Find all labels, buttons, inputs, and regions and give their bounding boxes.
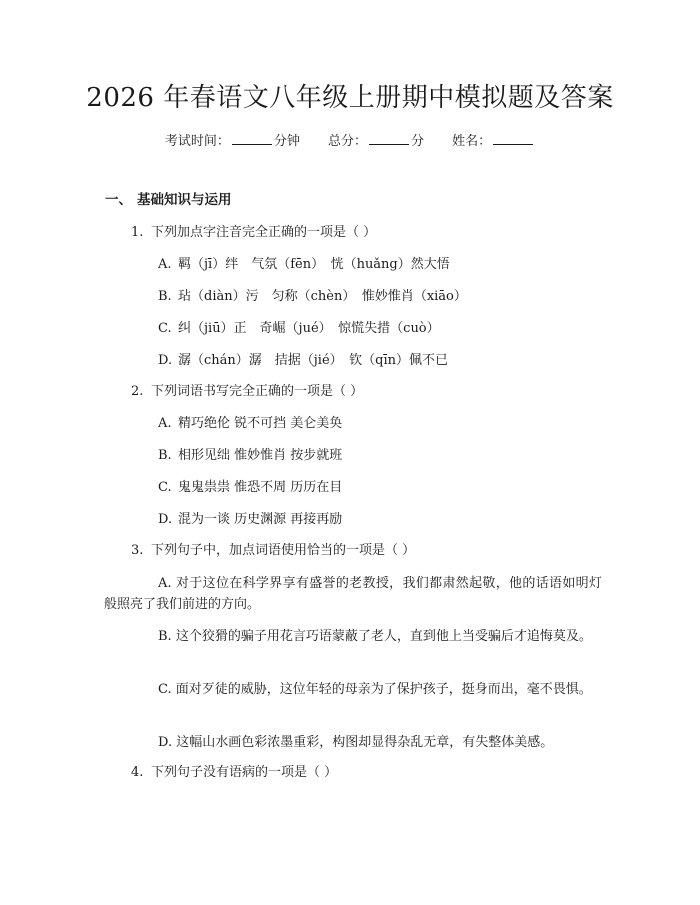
exam-time-field: [165, 131, 300, 152]
question-text: 下列句子中，加点词语使用恰当的一项是（ ）: [151, 543, 416, 558]
exam-time-label: 考试时间：: [164, 134, 230, 149]
question-3-option-d: D. 这幅山水画色彩浓墨重彩，构图却显得杂乱无章，有失整体美感。: [158, 735, 554, 750]
total-score-label: 总分：: [327, 134, 367, 149]
section-heading: [105, 190, 232, 210]
question-4-stem: [131, 763, 337, 783]
option-text: 玷（diàn）污 匀称（chèn） 惟妙惟肖（xiāo）: [178, 289, 467, 304]
option-letter: A.: [158, 257, 172, 272]
question-text: 下列词语书写完全正确的一项是（ ）: [151, 384, 364, 399]
question-3-option-a: A. 对于这位在科学界享有盛誉的老教授，我们都肃然起敬，他的话语如明灯般照亮了我们前进的方向。: [104, 576, 602, 612]
option-letter: C.: [158, 480, 172, 495]
total-score-unit: 分: [411, 134, 425, 149]
question-3-stem: [131, 541, 415, 561]
question-2-option-d: [158, 510, 342, 530]
question-2-option-b: [158, 446, 342, 466]
option-letter: C.: [158, 321, 172, 336]
exam-time-blank: [232, 131, 272, 145]
total-score-blank: [369, 131, 409, 145]
student-name-field: [452, 131, 535, 152]
student-name-blank: [493, 131, 533, 145]
question-number: 4.: [131, 765, 144, 780]
question-1-stem: [131, 223, 376, 243]
question-3-option-b: B. 这个狡猾的骗子用花言巧语蒙蔽了老人，直到他上当受骗后才追悔莫及。: [158, 629, 592, 644]
option-letter: B.: [158, 289, 172, 304]
student-name-label: 姓名：: [452, 134, 492, 149]
option-letter: D.: [158, 353, 173, 368]
exam-info-line: [0, 131, 700, 152]
option-letter: A.: [158, 416, 172, 431]
option-letter: D.: [158, 512, 173, 527]
option-text: 鬼鬼祟祟 惟恐不周 历历在目: [178, 480, 343, 495]
option-letter: B.: [158, 448, 172, 463]
question-2-stem: [131, 382, 363, 402]
question-1-option-a: [158, 255, 450, 275]
question-3-option-c: C. 面对歹徒的威胁，这位年轻的母亲为了保护孩子，挺身而出，毫不畏惧。: [158, 682, 592, 697]
total-score-field: [328, 131, 424, 152]
option-text: 相形见绌 惟妙惟肖 按步就班: [178, 448, 343, 463]
exam-time-unit: 分钟: [273, 134, 300, 149]
option-text: 精巧绝伦 锐不可挡 美仑美奂: [178, 416, 343, 431]
section-title: 基础知识与运用: [137, 192, 232, 208]
option-text: 混为一谈 历史渊源 再接再励: [178, 512, 343, 527]
question-1-option-d: [158, 351, 448, 371]
option-text: 潺（chán）潺 拮据（jié） 钦（qīn）佩不已: [178, 353, 449, 368]
question-number: 3.: [131, 543, 144, 558]
section-number: 一、: [105, 192, 132, 208]
question-text: 下列加点字注音完全正确的一项是（ ）: [151, 225, 377, 240]
option-text: 羁（jī）绊 气氛（fēn） 恍（huǎng）然大悟: [178, 257, 450, 272]
question-number: 2.: [131, 384, 144, 399]
question-number: 1.: [131, 225, 144, 240]
question-text: 下列句子没有语病的一项是（ ）: [151, 765, 338, 780]
document-title: 2026 年春语文八年级上册期中模拟题及答案: [86, 83, 614, 113]
question-1-option-b: [158, 287, 467, 307]
question-2-option-c: [158, 478, 342, 498]
question-2-option-a: [158, 414, 342, 434]
option-text: 纠（jiū）正 奇崛（jué） 惊慌失措（cuò）: [178, 321, 440, 336]
question-1-option-c: [158, 319, 440, 339]
